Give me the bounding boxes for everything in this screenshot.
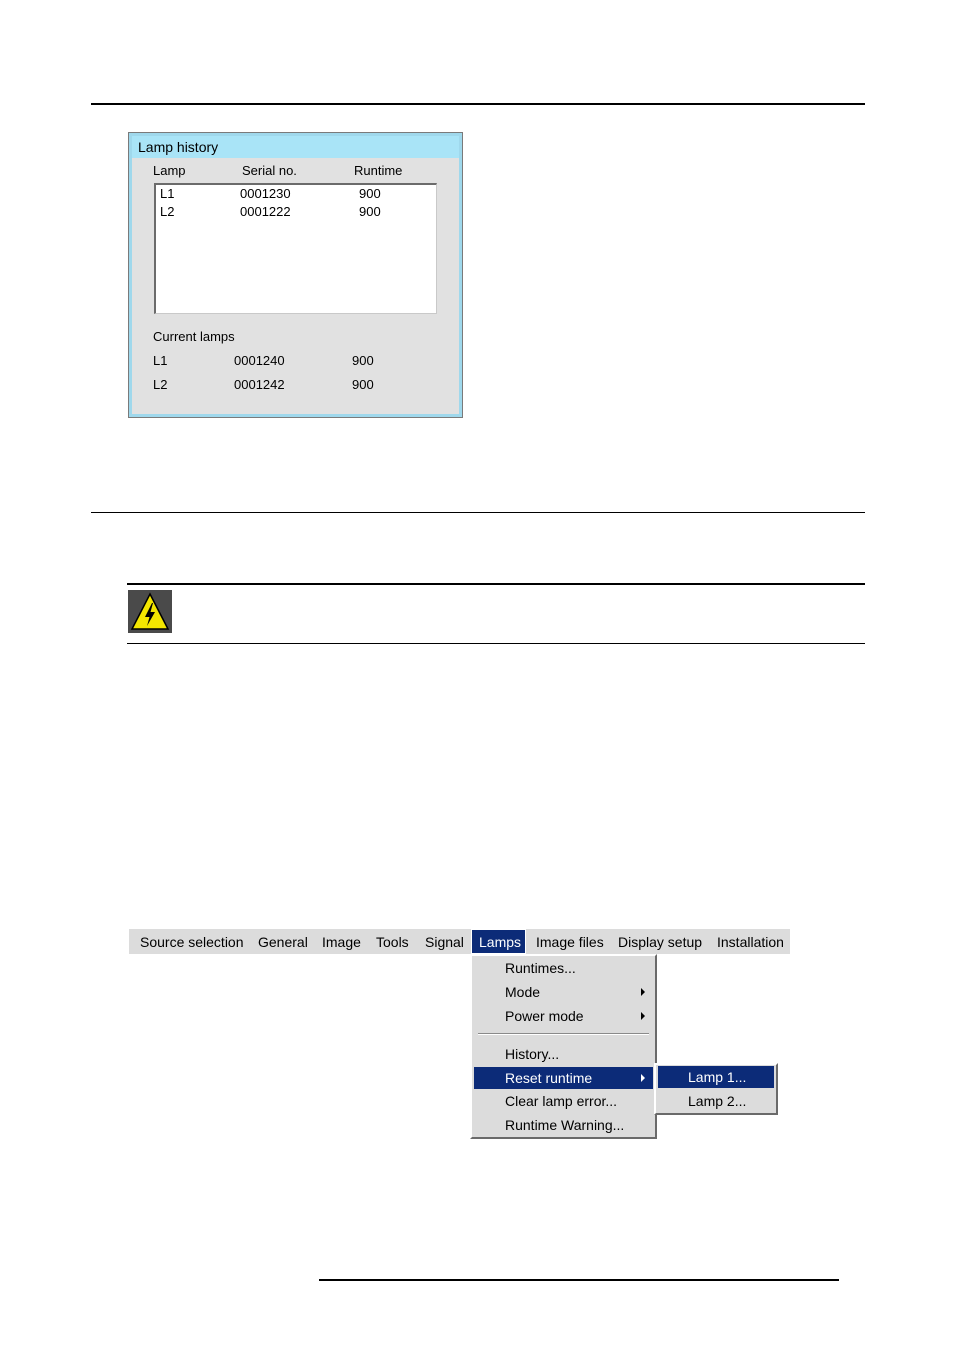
- menu-image-files[interactable]: Image files: [536, 934, 604, 950]
- lamp-history-dialog: [129, 133, 462, 417]
- submenu-arrow-icon: [641, 1012, 645, 1020]
- submenu-arrow-icon: [641, 1074, 645, 1082]
- submenu-arrow-icon: [641, 988, 645, 996]
- submenu-item-label: Lamp 1...: [688, 1069, 747, 1085]
- submenu-item-lamp-2[interactable]: [658, 1090, 774, 1112]
- menu-installation[interactable]: Installation: [717, 934, 784, 950]
- history-row-runtime: 900: [359, 204, 381, 219]
- submenu-item-label: Lamp 2...: [688, 1093, 747, 1109]
- current-row-runtime: 900: [352, 353, 374, 368]
- menu-item-label: Runtimes...: [505, 960, 576, 976]
- menu-item-mode[interactable]: [474, 981, 653, 1003]
- menu-general[interactable]: General: [258, 934, 308, 950]
- menu-bar: [129, 929, 790, 954]
- submenu-item-lamp-1[interactable]: [658, 1066, 774, 1088]
- menu-item-power-mode[interactable]: [474, 1005, 653, 1027]
- column-header-runtime: Runtime: [354, 163, 403, 178]
- current-row-lamp: L1: [153, 353, 168, 368]
- menu-item-runtimes[interactable]: [474, 957, 653, 979]
- menu-image[interactable]: Image: [322, 934, 361, 950]
- menu-lamps[interactable]: Lamps: [471, 929, 526, 954]
- lamps-dropdown-menu: [470, 954, 657, 1139]
- footer-rule: [319, 1279, 839, 1281]
- section-rule: [91, 512, 865, 513]
- menu-tools[interactable]: Tools: [376, 934, 409, 950]
- dialog-body: [132, 158, 459, 414]
- menu-item-reset-runtime[interactable]: [474, 1067, 653, 1089]
- menu-source-selection[interactable]: Source selection: [140, 934, 244, 950]
- menu-separator: [478, 1033, 649, 1035]
- reset-runtime-submenu: [654, 1063, 778, 1115]
- menu-item-label: Runtime Warning...: [505, 1117, 625, 1133]
- high-voltage-warning-icon: [128, 590, 172, 633]
- menu-signal[interactable]: Signal: [425, 934, 464, 950]
- menu-item-history[interactable]: [474, 1043, 653, 1065]
- history-row-lamp: L1: [160, 186, 175, 201]
- menu-display-setup[interactable]: Display setup: [618, 934, 703, 950]
- menu-item-label: Power mode: [505, 1008, 584, 1024]
- menu-item-label: Clear lamp error...: [505, 1093, 618, 1109]
- header-rule: [91, 103, 865, 105]
- history-row-runtime: 900: [359, 186, 381, 201]
- current-lamps-label: Current lamps: [153, 329, 235, 344]
- menu-item-label: Mode: [505, 984, 541, 1000]
- warning-top-rule: [127, 583, 865, 585]
- history-row-serial: 0001222: [240, 204, 291, 219]
- menu-item-runtime-warning[interactable]: [474, 1114, 653, 1136]
- current-row-serial: 0001240: [234, 353, 285, 368]
- history-listbox[interactable]: [154, 183, 437, 314]
- menu-item-label: Reset runtime: [505, 1070, 593, 1086]
- current-row-serial: 0001242: [234, 377, 285, 392]
- column-header-serial: Serial no.: [242, 163, 297, 178]
- history-row-serial: 0001230: [240, 186, 291, 201]
- column-header-lamp: Lamp: [153, 163, 186, 178]
- menu-item-clear-lamp-error[interactable]: [474, 1090, 653, 1112]
- history-row-lamp: L2: [160, 204, 175, 219]
- current-row-runtime: 900: [352, 377, 374, 392]
- menu-item-label: History...: [505, 1046, 560, 1062]
- warning-bottom-rule: [127, 643, 865, 644]
- dialog-title: Lamp history: [132, 136, 459, 158]
- current-row-lamp: L2: [153, 377, 168, 392]
